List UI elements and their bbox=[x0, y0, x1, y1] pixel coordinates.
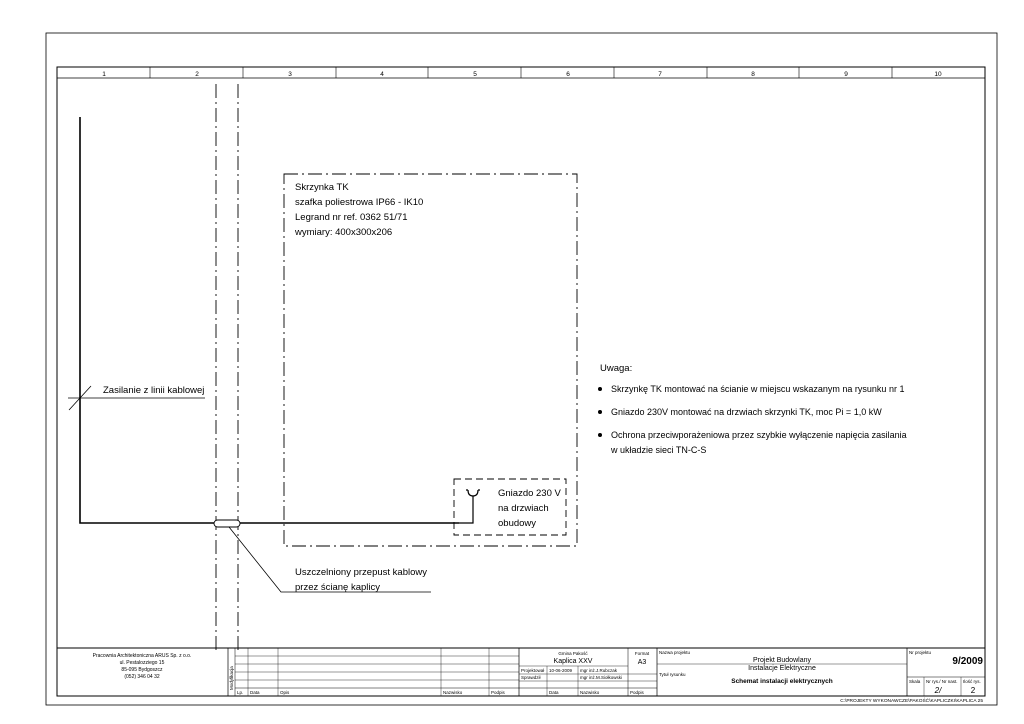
socket-label-line: na drzwiach bbox=[498, 503, 549, 514]
socket-label-line: Gniazdo 230 V bbox=[498, 488, 561, 499]
note-item: Gniazdo 230V montować na drzwiach skrzynki TK, moc Pi = 1,0 kW bbox=[611, 407, 882, 417]
col-nazwisko: Nazwisko bbox=[443, 690, 463, 695]
drawing-title-label: Tytuł rysunku bbox=[659, 672, 686, 677]
project-number: 9/2009 bbox=[952, 656, 983, 667]
socket-label-line: obudowy bbox=[498, 518, 537, 529]
passage-label-line: Uszczelniony przepust kablowy bbox=[295, 567, 428, 578]
sprawdzil-name: mgr inż.M.Siołkowski bbox=[580, 675, 623, 680]
nazwisko-label: Nazwisko bbox=[580, 690, 600, 695]
column-number: 10 bbox=[934, 71, 942, 78]
note-item: Ochrona przeciwporażeniowa przez szybkie wyłączenie napięcia zasilania bbox=[611, 430, 907, 440]
sheet-number-label: Nr rys./ Nr nast. bbox=[926, 679, 958, 684]
column-number: 8 bbox=[751, 71, 755, 78]
format-label: Format bbox=[634, 651, 650, 656]
note-item: Skrzynkę TK montować na ścianie w miejscu wskazanym na rysunku nr 1 bbox=[611, 384, 905, 394]
supply-cable bbox=[80, 117, 473, 523]
notes-title: Uwaga: bbox=[600, 363, 633, 374]
scale-label: Skala bbox=[909, 679, 921, 684]
company-line: ul. Pestalozziego 15 bbox=[119, 660, 165, 666]
col-podpis: Podpis bbox=[491, 690, 505, 695]
column-number: 9 bbox=[844, 71, 848, 78]
column-number: 5 bbox=[473, 71, 477, 78]
chapel-wall bbox=[216, 84, 238, 650]
projektowal-date: 10-06-2009 bbox=[549, 668, 573, 673]
column-number: 2 bbox=[195, 71, 199, 78]
col-opis: Opis bbox=[280, 690, 290, 695]
gmina: Gmina Pakość bbox=[558, 651, 588, 656]
sheet-count: 2 bbox=[970, 686, 976, 695]
object-name: Kaplica XXV bbox=[553, 658, 593, 665]
sheet-number: 2/ bbox=[934, 686, 942, 695]
column-ruler bbox=[102, 67, 942, 78]
column-number: 7 bbox=[658, 71, 662, 78]
column-number: 4 bbox=[380, 71, 384, 78]
data-label: Data bbox=[549, 690, 559, 695]
bullet-icon bbox=[598, 387, 602, 391]
project-name-line: Instalacje Elektryczne bbox=[748, 665, 816, 672]
column-number: 6 bbox=[566, 71, 570, 78]
company-line: 85-095 Bydgoszcz bbox=[121, 667, 163, 673]
bullet-icon bbox=[598, 410, 602, 414]
sheet-count-label: Ilość rys. bbox=[963, 679, 981, 684]
file-path: C:\PROJEKTY WYKONAWCZE\PAKOŚĆ\KAPLICZKI\KAPLICA 25 bbox=[840, 699, 983, 704]
note-item: w układzie sieci TN-C-S bbox=[611, 445, 707, 455]
cable-passage-symbol bbox=[214, 520, 240, 527]
drawing-title: Schemat instalacji elektrycznych bbox=[731, 678, 833, 685]
col-data: Data bbox=[250, 690, 260, 695]
project-name-line: Projekt Budowlany bbox=[753, 657, 811, 664]
projektowal-name: mgr inż.J.Rubczak bbox=[580, 668, 618, 673]
sprawdzil-label: Sprawdził bbox=[521, 675, 541, 680]
supply-label: Zasilanie z linii kablowej bbox=[103, 385, 205, 396]
sheet-outer-border bbox=[46, 33, 997, 705]
company-line: Pracownia Architektoniczna ARUS Sp. z o.o. bbox=[92, 653, 192, 659]
projektowal-label: Projektował bbox=[521, 668, 545, 673]
project-number-label: Nr projektu bbox=[909, 650, 932, 655]
column-number: 3 bbox=[288, 71, 292, 78]
podpis-label: Podpis bbox=[630, 690, 644, 695]
drawing-frame bbox=[57, 67, 985, 696]
project-name-label: Nazwa projektu bbox=[659, 650, 691, 655]
cabinet-label-line: Legrand nr ref. 0362 51/71 bbox=[295, 212, 408, 223]
company-line: (052) 346 04 32 bbox=[124, 674, 160, 680]
cabinet-label-line: wymiary: 400x300x206 bbox=[295, 227, 393, 238]
column-number: 1 bbox=[102, 71, 106, 78]
col-lp: Lp. bbox=[237, 690, 244, 695]
bullet-icon bbox=[598, 433, 602, 437]
format-value: A3 bbox=[637, 659, 647, 666]
passage-label-line: przez ścianę kaplicy bbox=[295, 582, 381, 593]
modification-label: Modyfikacja bbox=[229, 666, 234, 690]
cabinet-label-line: Skrzynka TK bbox=[295, 182, 349, 193]
socket-icon bbox=[466, 490, 480, 496]
cabinet-label-line: szafka poliestrowa IP66 - IK10 bbox=[295, 197, 424, 208]
